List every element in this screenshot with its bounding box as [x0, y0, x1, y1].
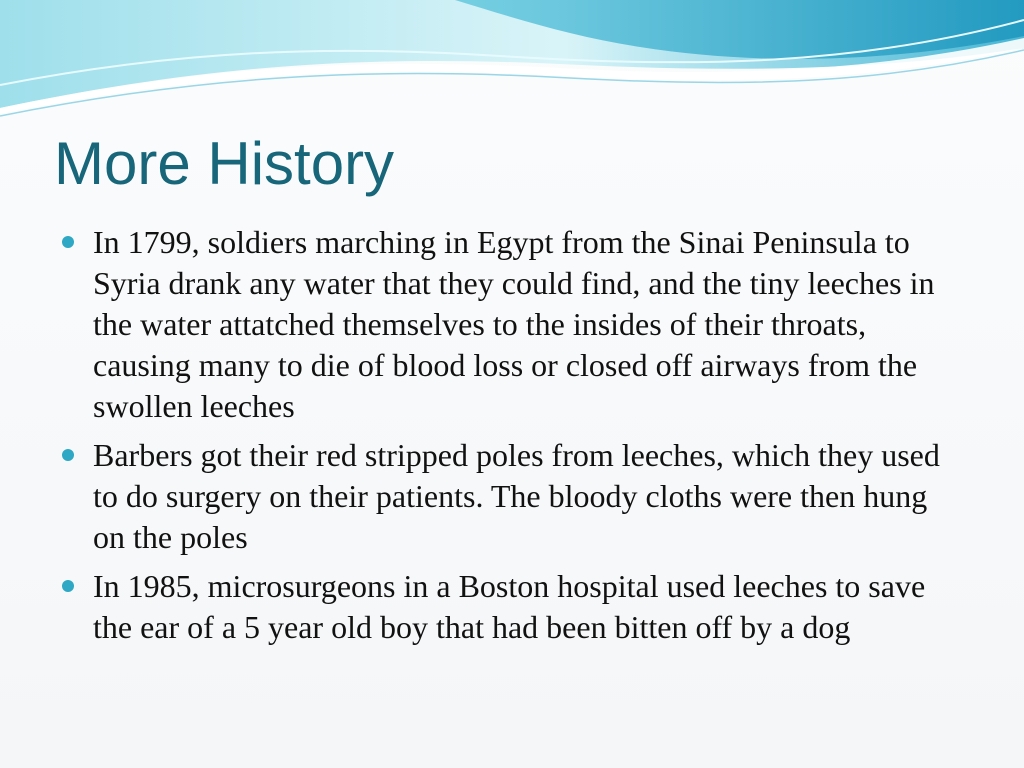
bullet-item-2	[62, 435, 967, 558]
round-bullet-icon	[62, 449, 74, 461]
header-wave-decoration	[0, 0, 1024, 130]
bullet-text: In 1799, soldiers marching in Egypt from the Sinai Peninsula to Syria drank any water that they could find, and the tiny leeches in the water attatched themselves to the insides of their throats, causing many to die of blood loss or closed off airways from the swollen leeches	[93, 224, 935, 424]
bullet-item-3	[62, 566, 967, 648]
round-bullet-icon	[62, 236, 74, 248]
bullet-text: In 1985, microsurgeons in a Boston hospital used leeches to save the ear of a 5 year old boy that had been bitten off by a dog	[93, 568, 926, 645]
round-bullet-icon	[62, 580, 74, 592]
bullet-list	[62, 222, 967, 656]
bullet-item-1	[62, 222, 967, 427]
page-title: More History	[54, 130, 395, 197]
bullet-text: Barbers got their red stripped poles from leeches, which they used to do surgery on their patients. The bloody cloths were then hung on the poles	[93, 437, 940, 555]
